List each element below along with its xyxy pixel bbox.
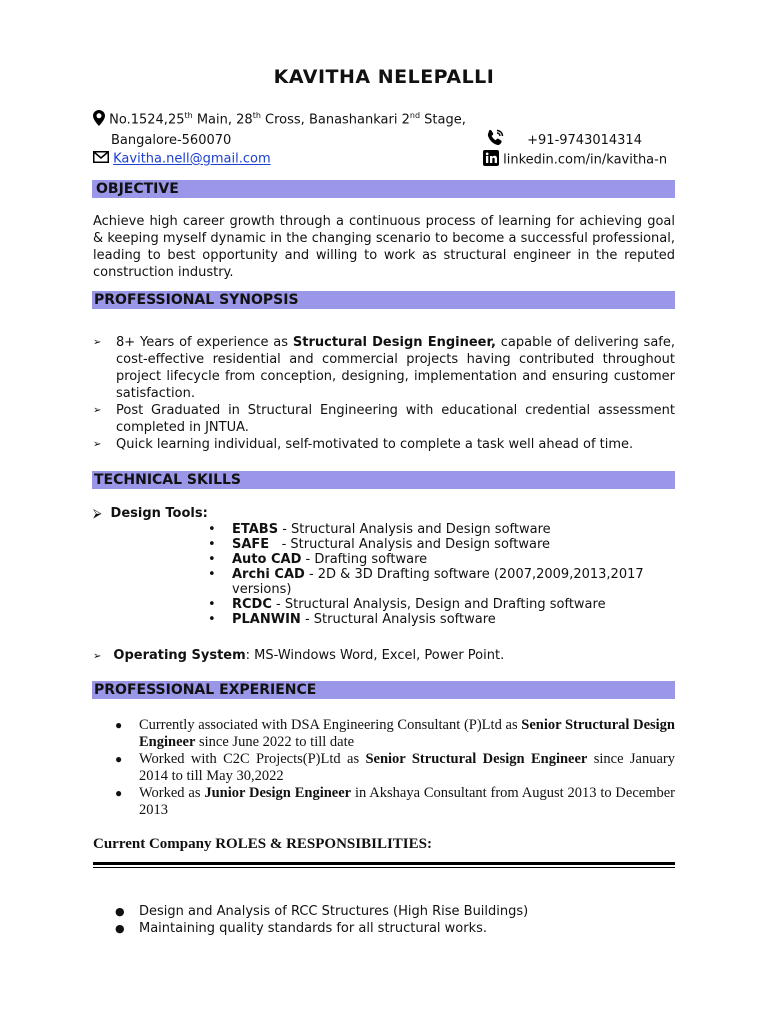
list-text-bold: Senior Structural Design Engineer xyxy=(139,717,675,750)
list-item xyxy=(115,920,675,937)
address-text: Stage, xyxy=(420,112,466,128)
list-text: Currently associated with DSA Engineering Consultant (P)Ltd as xyxy=(139,717,522,733)
bullet-icon: • xyxy=(208,612,216,627)
list-item xyxy=(93,436,675,453)
tool-name: PLANWIN xyxy=(232,612,301,627)
phone-number: +91-9743014314 xyxy=(527,132,642,148)
arrow-bullet-icon: ➢ xyxy=(93,405,102,416)
list-item xyxy=(208,612,678,627)
address-text: Main, 28 xyxy=(192,112,253,128)
experience-list xyxy=(115,717,675,819)
list-item xyxy=(115,717,675,751)
tool-desc: - Structural Analysis software xyxy=(300,612,496,627)
list-item xyxy=(115,785,675,819)
arrow-bullet-icon: ➢ xyxy=(93,651,102,662)
phone-row xyxy=(485,128,642,152)
bullet-icon: ● xyxy=(115,718,123,732)
list-text: Design and Analysis of RCC Structures (High Rise Buildings) xyxy=(139,904,529,919)
section-header-experience: PROFESSIONAL EXPERIENCE xyxy=(92,681,675,699)
list-item xyxy=(93,334,675,402)
list-text: 8+ Years of experience as xyxy=(116,335,293,350)
bullet-icon: • xyxy=(208,537,216,552)
design-tools-label-row xyxy=(93,506,208,521)
list-text: Worked with C2C Projects(P)Ltd as xyxy=(139,751,366,767)
tool-desc: - Drafting software xyxy=(301,552,428,567)
design-tools-label: Design Tools: xyxy=(110,506,208,521)
arrow-bullet-icon: ➢ xyxy=(93,337,102,348)
tool-desc: - Structural Analysis and Design software xyxy=(269,537,551,552)
mail-icon xyxy=(93,151,109,167)
section-header-objective: OBJECTIVE xyxy=(92,180,675,198)
list-item xyxy=(208,537,678,552)
list-item xyxy=(208,597,678,612)
address-line-1 xyxy=(93,110,466,130)
list-text-bold: Senior Structural Design Engineer xyxy=(365,751,588,767)
section-header-synopsis: PROFESSIONAL SYNOPSIS xyxy=(92,291,675,309)
list-item xyxy=(208,552,678,567)
design-tools-list xyxy=(208,522,678,627)
roles-heading: Current Company ROLES & RESPONSIBILITIES: xyxy=(93,836,432,852)
email-link[interactable]: Kavitha.nell@gmail.com xyxy=(113,151,271,167)
address-text: No.1524,25 xyxy=(109,112,185,128)
bullet-icon: • xyxy=(208,567,216,582)
bullet-icon: • xyxy=(208,522,216,537)
list-item xyxy=(115,751,675,785)
tool-name: ETABS xyxy=(232,522,279,537)
address-line-2: Bangalore-560070 xyxy=(111,133,232,148)
bullet-icon: • xyxy=(208,597,216,612)
responsibilities-list xyxy=(115,903,675,937)
operating-system-row xyxy=(93,648,504,664)
bullet-icon: ● xyxy=(115,922,125,935)
bullet-icon: ● xyxy=(115,905,125,918)
superscript: nd xyxy=(409,111,421,121)
synopsis-list xyxy=(93,334,675,453)
tool-desc: - 2D & 3D Drafting software (2007,2009,2013,2017 versions) xyxy=(232,567,644,597)
tool-desc: - Structural Analysis and Design software xyxy=(278,522,551,537)
map-pin-icon xyxy=(93,110,105,130)
arrow-bullet-icon: ⮚ xyxy=(93,506,102,520)
divider xyxy=(93,862,675,865)
bullet-icon: ● xyxy=(115,786,123,800)
list-text-bold: Junior Design Engineer xyxy=(204,785,352,801)
section-header-skills: TECHNICAL SKILLS xyxy=(92,471,675,489)
superscript: th xyxy=(252,111,261,121)
list-text: Quick learning individual, self-motivated to complete a task well ahead of time. xyxy=(116,437,634,452)
linkedin-link[interactable]: linkedin.com/in/kavitha-n xyxy=(503,152,668,168)
arrow-bullet-icon: ➢ xyxy=(93,439,102,450)
list-item xyxy=(115,903,675,920)
list-item xyxy=(208,522,678,537)
list-text: Maintaining quality standards for all structural works. xyxy=(139,921,488,936)
list-text: since January 2014 to till May 30,2022 xyxy=(139,751,675,784)
list-text: since June 2022 to till date xyxy=(195,734,355,750)
tool-name: Auto CAD xyxy=(232,552,302,567)
list-item xyxy=(208,567,678,597)
bullet-icon: ● xyxy=(115,752,123,766)
os-value: : MS-Windows Word, Excel, Power Point. xyxy=(245,648,505,663)
tool-desc: - Structural Analysis, Design and Drafting software xyxy=(271,597,606,612)
divider xyxy=(93,867,675,868)
list-item xyxy=(93,402,675,436)
list-text: Post Graduated in Structural Engineering with educational credential assessment completed in JNTUA. xyxy=(116,403,675,435)
os-label: Operating System xyxy=(113,648,246,663)
tool-name: RCDC xyxy=(232,597,272,612)
linkedin-icon xyxy=(483,150,499,170)
list-text: in Akshaya Consultant from August 2013 to December 2013 xyxy=(139,785,676,818)
list-text: capable of delivering safe, cost-effective residential and commercial projects having contributed throughout project lifecycle from conception, designing, implementation and ensuring customer satisfaction. xyxy=(116,335,676,401)
tool-name: SAFE xyxy=(232,537,270,552)
objective-text: Achieve high career growth through a continuous process of learning for achieving goal & keeping myself dynamic in the changing scenario to become a successful professional, leading to best opportunity and willing to work as structural engineer in the reputed construction industry. xyxy=(93,214,675,280)
phone-icon xyxy=(485,128,505,152)
address-text: Cross, Banashankari 2 xyxy=(260,112,410,128)
list-text-bold: Structural Design Engineer, xyxy=(292,335,496,350)
candidate-name: KAVITHA NELEPALLI xyxy=(273,66,495,88)
superscript: th xyxy=(184,111,193,121)
linkedin-row xyxy=(483,150,667,170)
email-row xyxy=(93,151,271,167)
bullet-icon: • xyxy=(208,552,216,567)
list-text: Worked as xyxy=(139,785,205,801)
tool-name: Archi CAD xyxy=(232,567,305,582)
